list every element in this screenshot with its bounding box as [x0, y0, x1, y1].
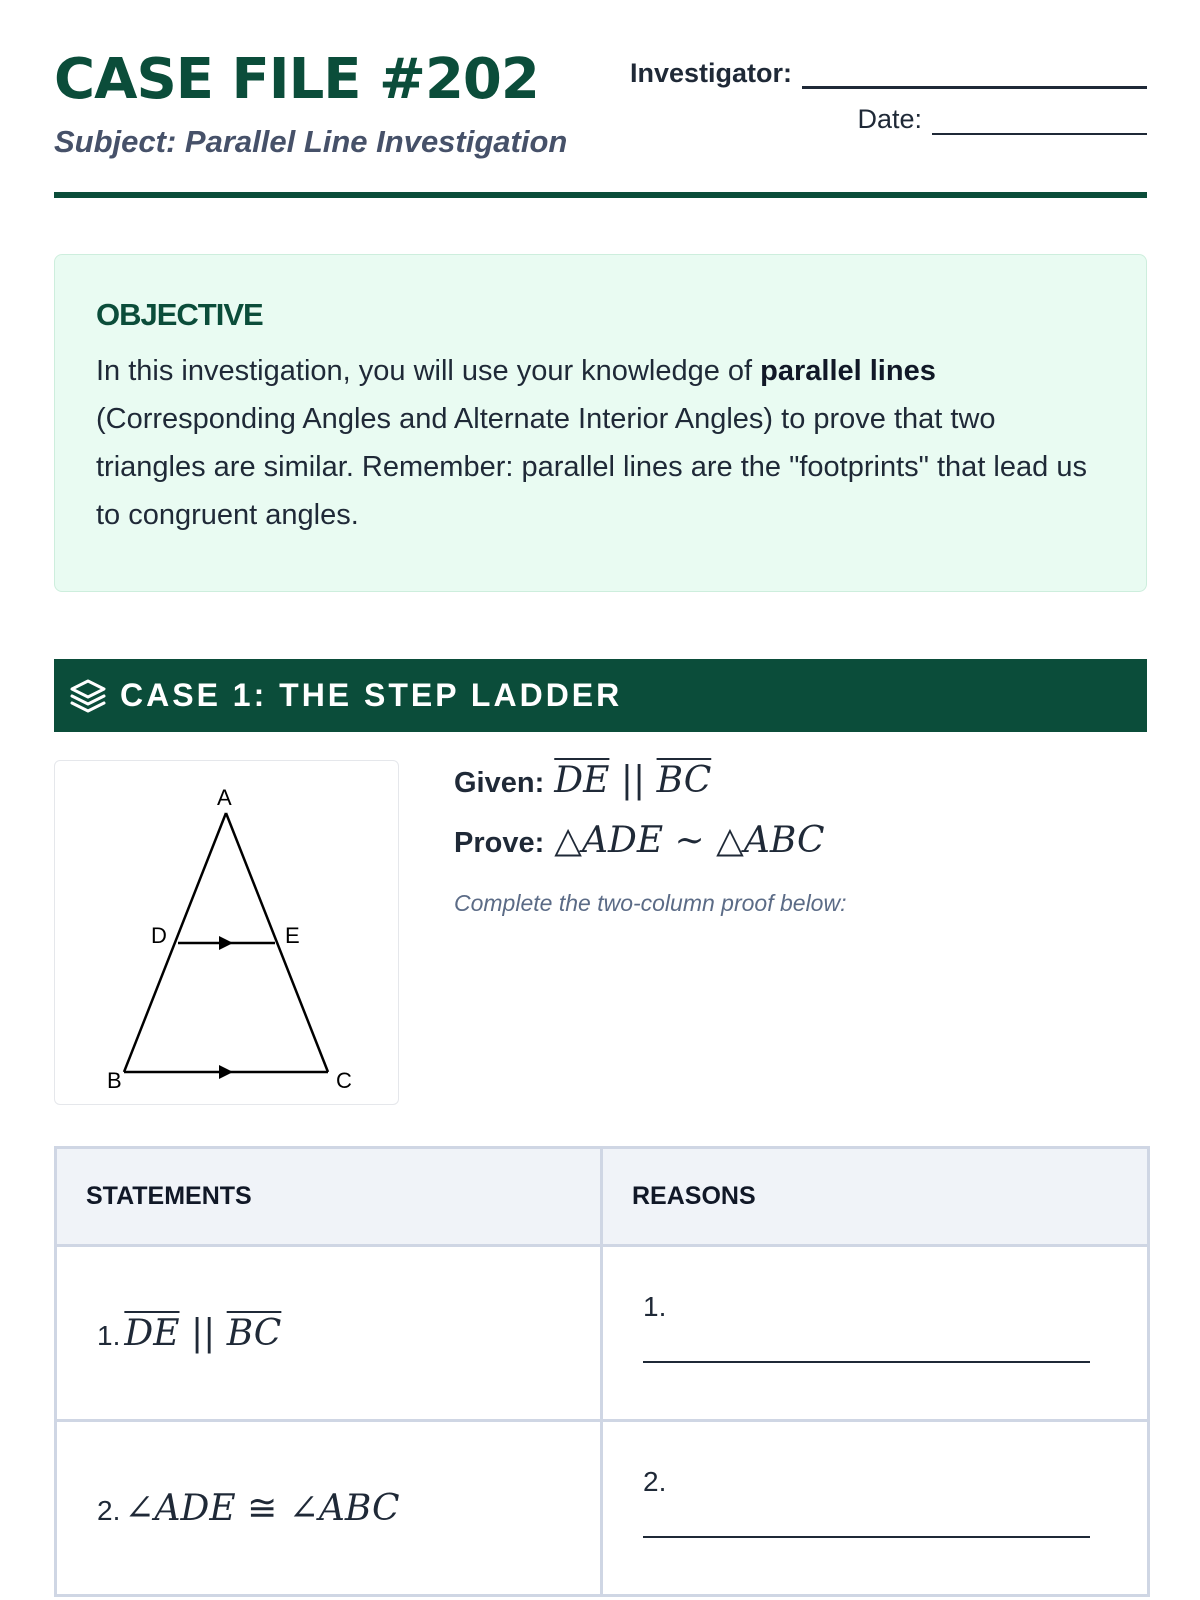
- two-column-proof-table: [54, 1146, 1150, 1597]
- reason-blank[interactable]: [643, 1536, 1090, 1538]
- statement-number: 2.: [97, 1494, 121, 1526]
- objective-box: [54, 254, 1147, 592]
- parallel-arrow-de: [219, 936, 233, 950]
- reason-number: 2.: [643, 1466, 667, 1497]
- statement-number: 1.: [97, 1319, 121, 1351]
- investigator-field: [630, 58, 1147, 89]
- layers-icon: [68, 676, 108, 716]
- investigator-blank[interactable]: [802, 80, 1147, 89]
- triangle-diagram: [55, 761, 400, 1106]
- given-label: Given:: [454, 767, 545, 799]
- statement-text: $\overline{DE}$ || $\overline{BC}$: [124, 1312, 282, 1354]
- objective-text: In this investigation, you will use your knowledge of parallel lines (Corresponding Angles and Alternate Interior Angles) to prove that two triangles are similar. Remember: parallel lines are the "footprints" that lead us to congruent angles.: [96, 355, 1087, 531]
- proof-header-row: [56, 1148, 1149, 1246]
- date-field: [857, 104, 1147, 135]
- statements-header: STATEMENTS: [56, 1148, 602, 1246]
- proof-instruction: Complete the two-column proof below:: [454, 890, 847, 916]
- objective-heading: OBJECTIVE: [96, 297, 263, 332]
- subject-line: Subject: Parallel Line Investigation: [54, 124, 568, 159]
- triangle-diagram-card: [54, 760, 399, 1105]
- prove-line: [454, 820, 1134, 880]
- parallel-arrow-bc: [219, 1065, 233, 1079]
- given-statement: $\overline{DE}$ || $\overline{BC}$: [554, 760, 712, 801]
- reason-cell: [602, 1246, 1149, 1421]
- case-1-banner: [54, 659, 1147, 732]
- reasons-header: REASONS: [602, 1148, 1149, 1246]
- label-b: B: [107, 1068, 122, 1093]
- given-prove-block: [454, 760, 1134, 917]
- statement-text: ∠ADE ≅ ∠ABC: [124, 1487, 400, 1529]
- date-blank[interactable]: [932, 127, 1147, 135]
- investigator-label: Investigator:: [629, 58, 792, 88]
- given-line: [454, 760, 1134, 820]
- prove-label: Prove:: [454, 827, 545, 859]
- table-row: [56, 1246, 1149, 1421]
- label-a: A: [217, 785, 232, 810]
- label-d: D: [151, 923, 167, 948]
- reason-blank[interactable]: [643, 1361, 1090, 1363]
- reason-cell: [602, 1421, 1149, 1596]
- header-divider: [54, 192, 1147, 198]
- statement-cell: [56, 1246, 602, 1421]
- reason-number: 1.: [643, 1291, 667, 1322]
- case-1-title: CASE 1: THE STEP LADDER: [120, 677, 623, 713]
- label-c: C: [336, 1068, 352, 1093]
- objective-emphasis: parallel lines: [760, 355, 936, 387]
- table-row: [56, 1421, 1149, 1596]
- date-label: Date:: [857, 104, 922, 134]
- case-file-title: CASE FILE #202: [54, 47, 539, 112]
- prove-statement: △ADE ∼ △ABC: [554, 820, 825, 861]
- statement-cell: [56, 1421, 602, 1596]
- worksheet-page: [54, 0, 1147, 1529]
- label-e: E: [285, 923, 300, 948]
- header: [54, 0, 1147, 200]
